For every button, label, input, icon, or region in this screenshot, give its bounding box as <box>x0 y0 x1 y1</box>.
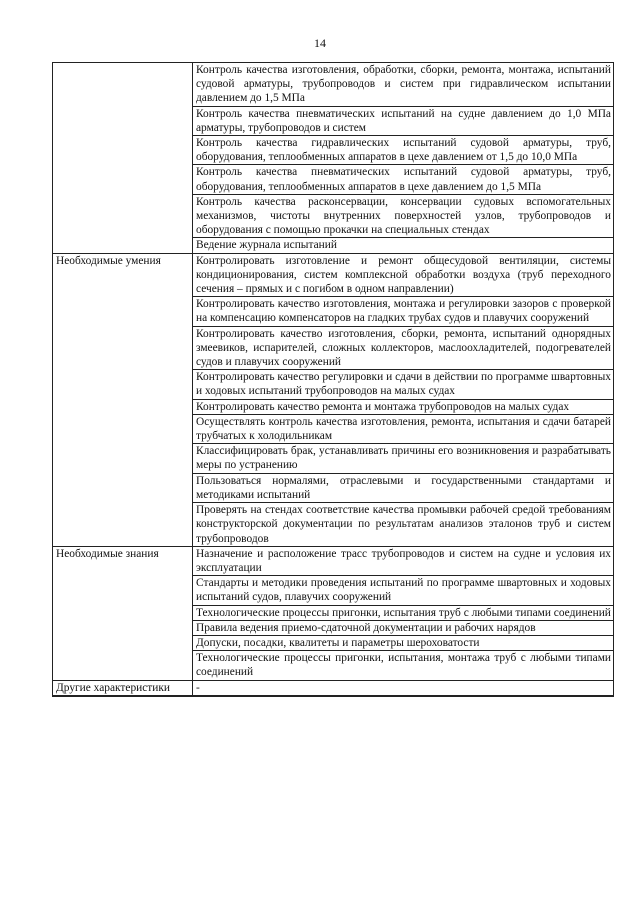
table-cell: Стандарты и методики проведения испытаний по программе швартовных и ходовых испытаний судов, плавучих сооружений <box>193 576 614 605</box>
table-cell: Контроль качества изготовления, обработки, сборки, ремонта, монтажа, испытаний судовой арматуры, трубопроводов и систем при гидравлическом испытании давлением до 1,5 МПа <box>193 63 614 107</box>
table-cell: - <box>193 680 614 696</box>
table-cell: Контроль качества пневматических испытаний судовой арматуры, труб, оборудования, теплообменных аппаратов в цехе давлением до 1,5 МПа <box>193 165 614 194</box>
table-cell: Контролировать качество изготовления, сборки, ремонта, испытаний однорядных змеевиков, испарителей, сложных коллекторов, маслоохладителей, подогревателей судов и плавучих сооружений <box>193 326 614 370</box>
section-label <box>53 63 193 254</box>
table-cell: Осуществлять контроль качества изготовления, ремонта, испытания и сдачи батарей трубчатых к холодильникам <box>193 414 614 443</box>
table-cell: Контролировать качество регулировки и сдачи в действии по программе швартовных и ходовых испытаний трубопроводов на малых судах <box>193 370 614 399</box>
section-label-knowledge: Необходимые знания <box>53 546 193 680</box>
table-cell: Контроль качества гидравлических испытаний судовой арматуры, труб, оборудования, теплообменных аппаратов в цехе давлением от 1,5 до 10,0 МПа <box>193 136 614 165</box>
table-row <box>53 546 614 575</box>
table-row <box>53 253 614 297</box>
requirements-table <box>52 62 614 697</box>
table-cell: Назначение и расположение трасс трубопроводов и систем на судне и условия их эксплуатации <box>193 546 614 575</box>
table-cell: Правила ведения приемо-сдаточной документации и рабочих нарядов <box>193 620 614 635</box>
requirements-table-body <box>53 63 614 696</box>
table-cell: Допуски, посадки, квалитеты и параметры шероховатости <box>193 635 614 650</box>
table-cell: Контролировать изготовление и ремонт общесудовой вентиляции, системы кондиционирования, систем комплексной обработки воздуха (труб переходного сечения – прямых и с погибом в одном направлении) <box>193 253 614 297</box>
table-cell: Ведение журнала испытаний <box>193 238 614 253</box>
table-row <box>53 680 614 696</box>
table-cell: Контролировать качество ремонта и монтажа трубопроводов на малых судах <box>193 399 614 414</box>
table-cell: Контроль качества пневматических испытаний на судне давлением до 1,0 МПа арматуры, трубопроводов и систем <box>193 106 614 135</box>
page-number: 14 <box>314 36 326 50</box>
table-cell: Технологические процессы пригонки, испытания, монтажа труб с любыми типами соединений <box>193 651 614 680</box>
section-label-other: Другие характеристики <box>53 680 193 696</box>
table-cell: Контролировать качество изготовления, монтажа и регулировки зазоров с проверкой на компенсацию компенсаторов на гладких трубах судов и плавучих сооружений <box>193 297 614 326</box>
table-cell: Классифицировать брак, устанавливать причины его возникновения и разрабатывать меры по устранению <box>193 444 614 473</box>
table-cell: Пользоваться нормалями, отраслевыми и государственными стандартами и методиками испытаний <box>193 473 614 502</box>
table-cell: Технологические процессы пригонки, испытания труб с любыми типами соединений <box>193 605 614 620</box>
table-row <box>53 63 614 107</box>
table-cell: Проверять на стендах соответствие качества промывки рабочей средой требованиям конструкторской документации по результатам анализов эталонов труб и систем трубопроводов <box>193 503 614 547</box>
table-cell: Контроль качества расконсервации, консервации судовых вспомогательных механизмов, чистоты внутренних поверхностей узлов, трубопроводов и оборудования с помощью прокачки на специальных стендах <box>193 194 614 238</box>
section-label-skills: Необходимые умения <box>53 253 193 546</box>
